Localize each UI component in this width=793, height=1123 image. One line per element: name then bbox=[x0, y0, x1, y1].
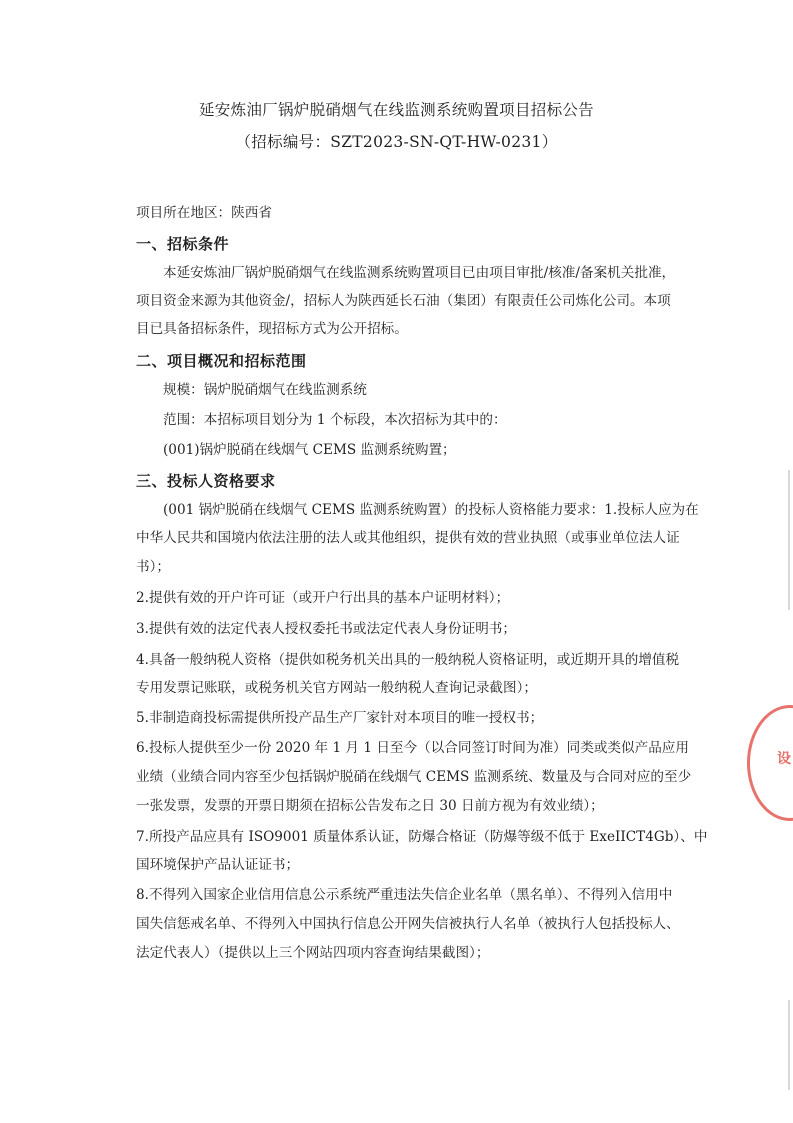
tender-number: （招标编号：SZT2023-SN-QT-HW-0231） bbox=[235, 133, 558, 151]
qualification-line: 法定代表人）（提供以上三个网站四项内容查询结果截图）； bbox=[136, 945, 490, 961]
lot-line: (001)锅炉脱硝在线烟气 CEMS 监测系统购置； bbox=[163, 442, 456, 458]
section-heading-qualifications: 三、投标人资格要求 bbox=[136, 472, 276, 490]
paragraph-line: 本延安炼油厂锅炉脱硝烟气在线监测系统购置项目已由项目审批/核准/备案机关批准， bbox=[163, 265, 676, 281]
qualification-line: 国环境保护产品认证证书； bbox=[136, 857, 300, 873]
qualification-line: 8.不得列入国家企业信用信息公示系统严重违法失信企业名单（黑名单）、不得列入信用中 bbox=[136, 887, 673, 903]
qualification-line: 国失信惩戒名单、不得列入中国执行信息公开网失信被执行人名单（被执行人包括投标人、 bbox=[136, 916, 680, 932]
qualification-line: 中华人民共和国境内依法注册的法人或其他组织，提供有效的营业执照（或事业单位法人证 bbox=[136, 530, 680, 546]
qualification-line: 一张发票，发票的开票日期须在招标公告发布之日 30 日前方视为有效业绩）； bbox=[136, 798, 604, 814]
section-heading-conditions: 一、招标条件 bbox=[136, 235, 230, 253]
qualification-line: 业绩（业绩合同内容至少包括锅炉脱硝在线烟气 CEMS 监测系统、数量及与合同对应的至少 bbox=[136, 769, 692, 785]
scope-line: 范围：本招标项目划分为 1 个标段，本次招标为其中的： bbox=[163, 412, 507, 428]
qualification-line: 6.投标人提供至少一份 2020 年 1 月 1 日至今（以合同签订时间为准）同类或类似产品应用 bbox=[136, 740, 689, 756]
qualification-line: 2.提供有效的开户许可证（或开户行出具的基本户证明材料）； bbox=[136, 590, 510, 606]
qualification-line: 5.非制造商投标需提供所投产品生产厂家针对本项目的唯一授权书； bbox=[136, 710, 544, 726]
document-title: 延安炼油厂锅炉脱硝烟气在线监测系统购置项目招标公告 bbox=[198, 101, 594, 119]
project-region: 项目所在地区：陕西省 bbox=[136, 205, 272, 221]
section-heading-overview: 二、项目概况和招标范围 bbox=[136, 352, 307, 370]
scale-line: 规模：锅炉脱硝烟气在线监测系统 bbox=[163, 382, 367, 398]
qualification-line: 书）； bbox=[136, 559, 170, 575]
scan-edge-mark bbox=[788, 1000, 790, 1090]
qualification-line: 7.所投产品应具有 ISO9001 质量体系认证，防爆合格证（防爆等级不低于 ExeIICT4Gb）、中 bbox=[136, 829, 708, 845]
paragraph-line: 项目资金来源为其他资金/，招标人为陕西延长石油（集团）有限责任公司炼化公司。本项 bbox=[136, 293, 671, 309]
qualification-line: 3.提供有效的法定代表人授权委托书或法定代表人身份证明书； bbox=[136, 621, 516, 637]
qualification-line: 专用发票记账联，或税务机关官方网站一般纳税人查询记录截图）； bbox=[136, 680, 538, 696]
scan-edge-mark bbox=[788, 470, 790, 610]
red-seal-stamp-text: 设 bbox=[777, 751, 791, 767]
qualification-line: 4.具备一般纳税人资格（提供如税务机关出具的一般纳税人资格证明，或近期开具的增值税 bbox=[136, 652, 680, 668]
qualification-line: (001 锅炉脱硝在线烟气 CEMS 监测系统购置）的投标人资格能力要求：1.投标人应为在 bbox=[163, 502, 699, 518]
paragraph-line: 目已具备招标条件，现招标方式为公开招标。 bbox=[136, 321, 408, 337]
